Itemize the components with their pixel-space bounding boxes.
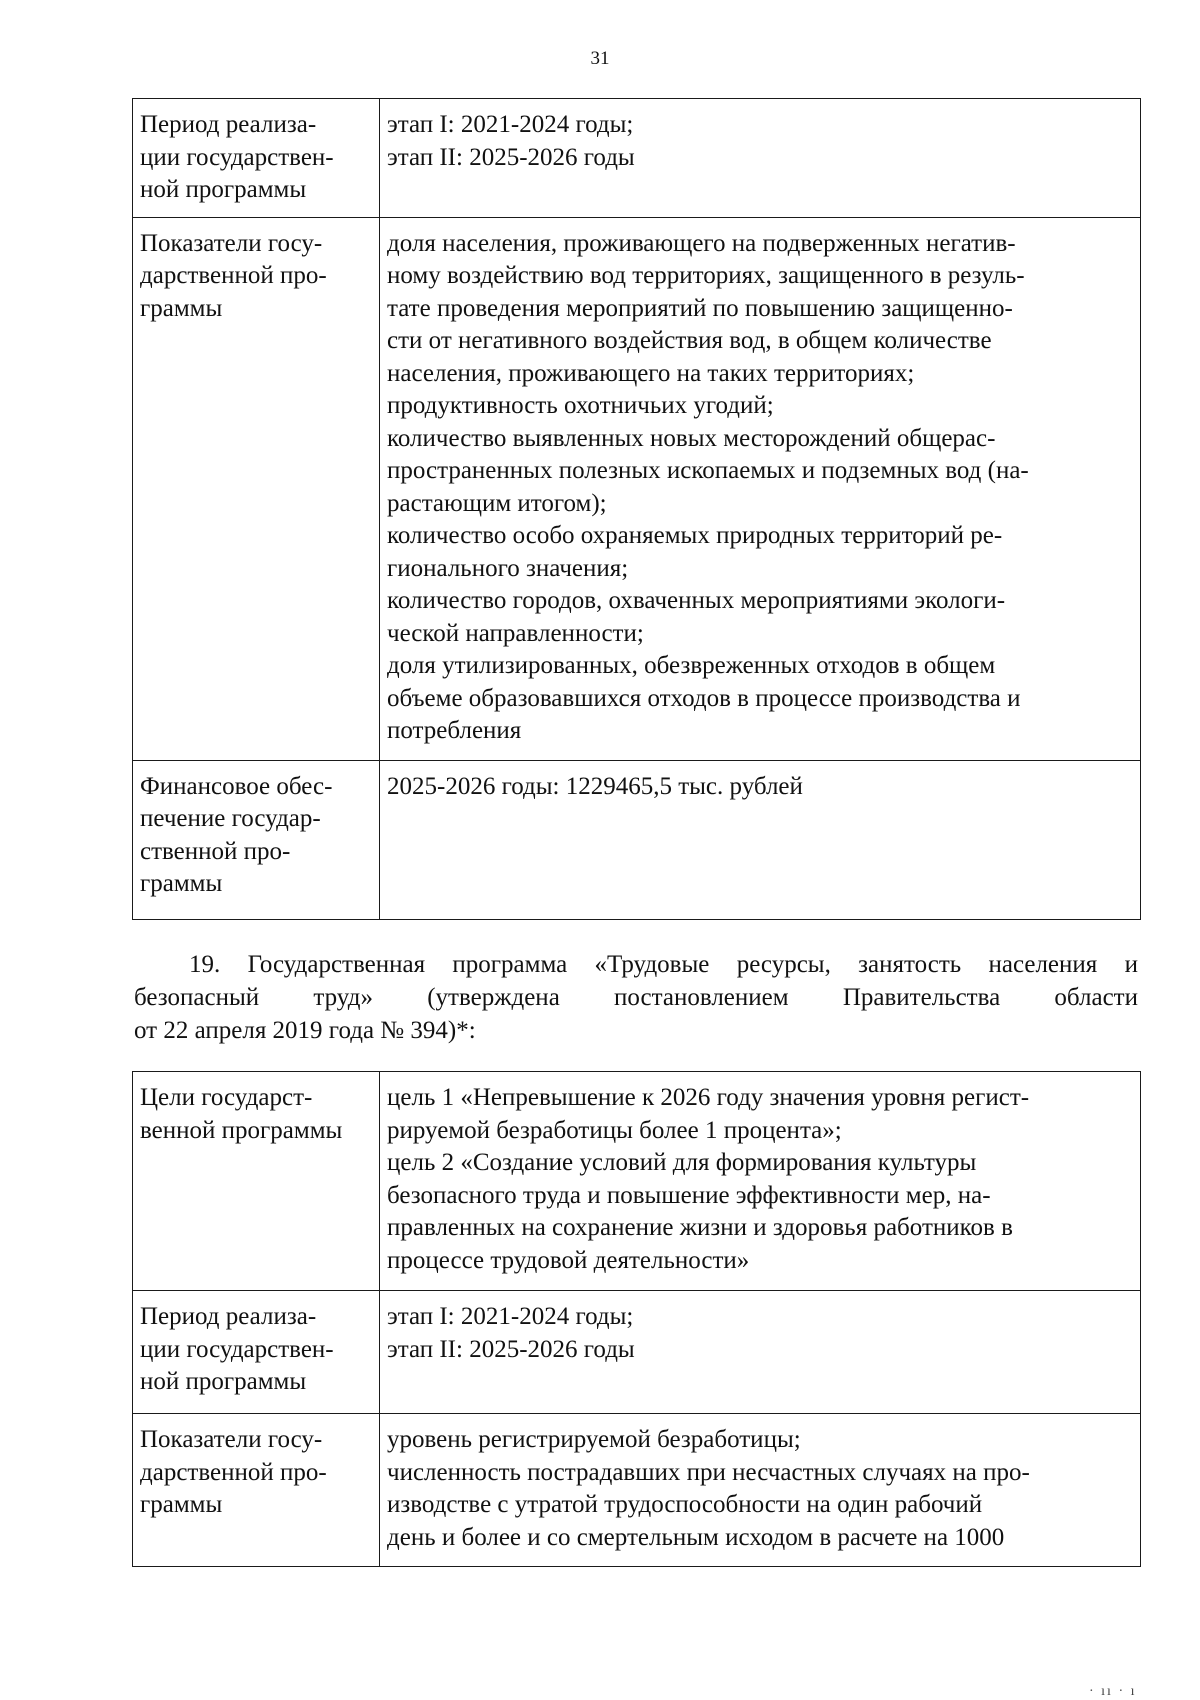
cell-text-line: этап I: 2021-2024 годы; [387, 111, 634, 138]
cell-text-line: граммы [140, 1491, 223, 1518]
table-row [133, 99, 1141, 218]
cell-text-line: тате проведения мероприятий по повышению защищенно- [387, 294, 1013, 322]
cell-text-line: 2025-2026 годы: 1229465,5 тыс. рублей [387, 772, 803, 800]
cell-text-line: доля утилизированных, обезвреженных отходов в общем [387, 652, 996, 679]
cell-text-line: граммы [140, 294, 223, 322]
row-label-cell [133, 217, 380, 760]
cell-text-line: Финансовое обес- [140, 772, 333, 800]
cell-text-line: ной программы [140, 1368, 307, 1395]
row-content-cell [380, 1291, 1141, 1414]
cell-text-line: этап II: 2025-2026 годы [387, 1335, 635, 1363]
cell-text-line: Цели государст- [140, 1084, 313, 1111]
cell-text-line: день и более и со смертельным исходом в расчете на 1000 [387, 1523, 1005, 1551]
cell-text-line: Период реализа- [140, 1303, 317, 1330]
program-passport-table-continued [132, 98, 1141, 920]
cell-text-line: безопасного труда и повышение эффективности мер, на- [387, 1181, 991, 1209]
cell-text-line: пространенных полезных ископаемых и подземных вод (на- [387, 457, 1029, 484]
cell-text-line: ственной про- [140, 837, 291, 865]
cell-text-line: доля населения, проживающего на подверженных негатив- [387, 229, 1016, 257]
cell-text-line: дарственной про- [140, 262, 327, 289]
row-content-cell [380, 760, 1141, 919]
cell-text-line: изводстве с утратой трудоспособности на один рабочий [387, 1491, 983, 1518]
cell-text-line: цель 1 «Непревышение к 2026 году значения уровня регист- [387, 1084, 1030, 1111]
cell-text-line: растающим итогом); [387, 489, 607, 517]
scan-marks: · ıı · ı [1089, 1684, 1137, 1699]
cell-text-line: ной программы [140, 176, 307, 203]
row-label-cell [133, 99, 380, 218]
cell-text-line: населения, проживающего на таких территориях; [387, 359, 915, 387]
cell-text-line: цель 2 «Создание условий для формирования культуры [387, 1149, 977, 1176]
program-heading-paragraph [134, 948, 1138, 1047]
page-number: 31 [590, 48, 610, 69]
table-row [133, 217, 1141, 760]
cell-text-line: граммы [140, 870, 223, 897]
row-content-cell [380, 99, 1141, 218]
cell-text-line: ции государствен- [140, 1335, 334, 1363]
cell-text-line: потребления [387, 717, 522, 744]
cell-text-line: численность пострадавших при несчастных случаях на про- [387, 1458, 1030, 1486]
row-label-cell [133, 760, 380, 919]
cell-text-line: объеме образовавшихся отходов в процессе производства и [387, 684, 1021, 712]
cell-text-line: количество городов, охваченных мероприятиями экологи- [387, 587, 1006, 614]
cell-text-line: венной программы [140, 1116, 343, 1144]
paragraph-line: от 22 апреля 2019 года № 394)*: [134, 1017, 476, 1044]
cell-text-line: сти от негативного воздействия вод, в общем количестве [387, 327, 992, 354]
table-row [133, 1291, 1141, 1414]
cell-text-line: Показатели госу- [140, 229, 323, 257]
cell-text-line: дарственной про- [140, 1458, 327, 1486]
cell-text-line: Период реализа- [140, 111, 317, 138]
row-label-cell [133, 1291, 380, 1414]
cell-text-line: процессе трудовой деятельности» [387, 1246, 750, 1274]
paragraph-line: 19. Государственная программа «Трудовые ресурсы, занятость населения и [189, 951, 1138, 978]
cell-text-line: ному воздействию вод территориях, защищенного в резуль- [387, 262, 1025, 289]
cell-text-line: количество особо охраняемых природных территорий ре- [387, 522, 1003, 549]
cell-text-line: уровень регистрируемой безработицы; [387, 1426, 801, 1453]
row-content-cell [380, 1072, 1141, 1291]
table-row [133, 1072, 1141, 1291]
row-label-cell [133, 1072, 380, 1291]
cell-text-line: ческой направленности; [387, 619, 644, 647]
cell-text-line: рируемой безработицы более 1 процента»; [387, 1116, 842, 1144]
row-label-cell [133, 1414, 380, 1567]
program-passport-table [132, 1071, 1141, 1567]
cell-text-line: Показатели госу- [140, 1426, 323, 1453]
cell-text-line: этап II: 2025-2026 годы [387, 143, 635, 171]
table-row [133, 760, 1141, 919]
cell-text-line: печение государ- [140, 805, 321, 832]
row-content-cell [380, 217, 1141, 760]
cell-text-line: гионального значения; [387, 554, 629, 582]
table-row [133, 1414, 1141, 1567]
paragraph-line: безопасный труд» (утверждена постановлением Правительства области [134, 984, 1138, 1011]
row-content-cell [380, 1414, 1141, 1567]
cell-text-line: правленных на сохранение жизни и здоровья работников в [387, 1214, 1013, 1241]
cell-text-line: количество выявленных новых месторождений общерас- [387, 424, 996, 452]
cell-text-line: продуктивность охотничьих угодий; [387, 392, 774, 419]
cell-text-line: ции государствен- [140, 143, 334, 171]
cell-text-line: этап I: 2021-2024 годы; [387, 1303, 634, 1330]
